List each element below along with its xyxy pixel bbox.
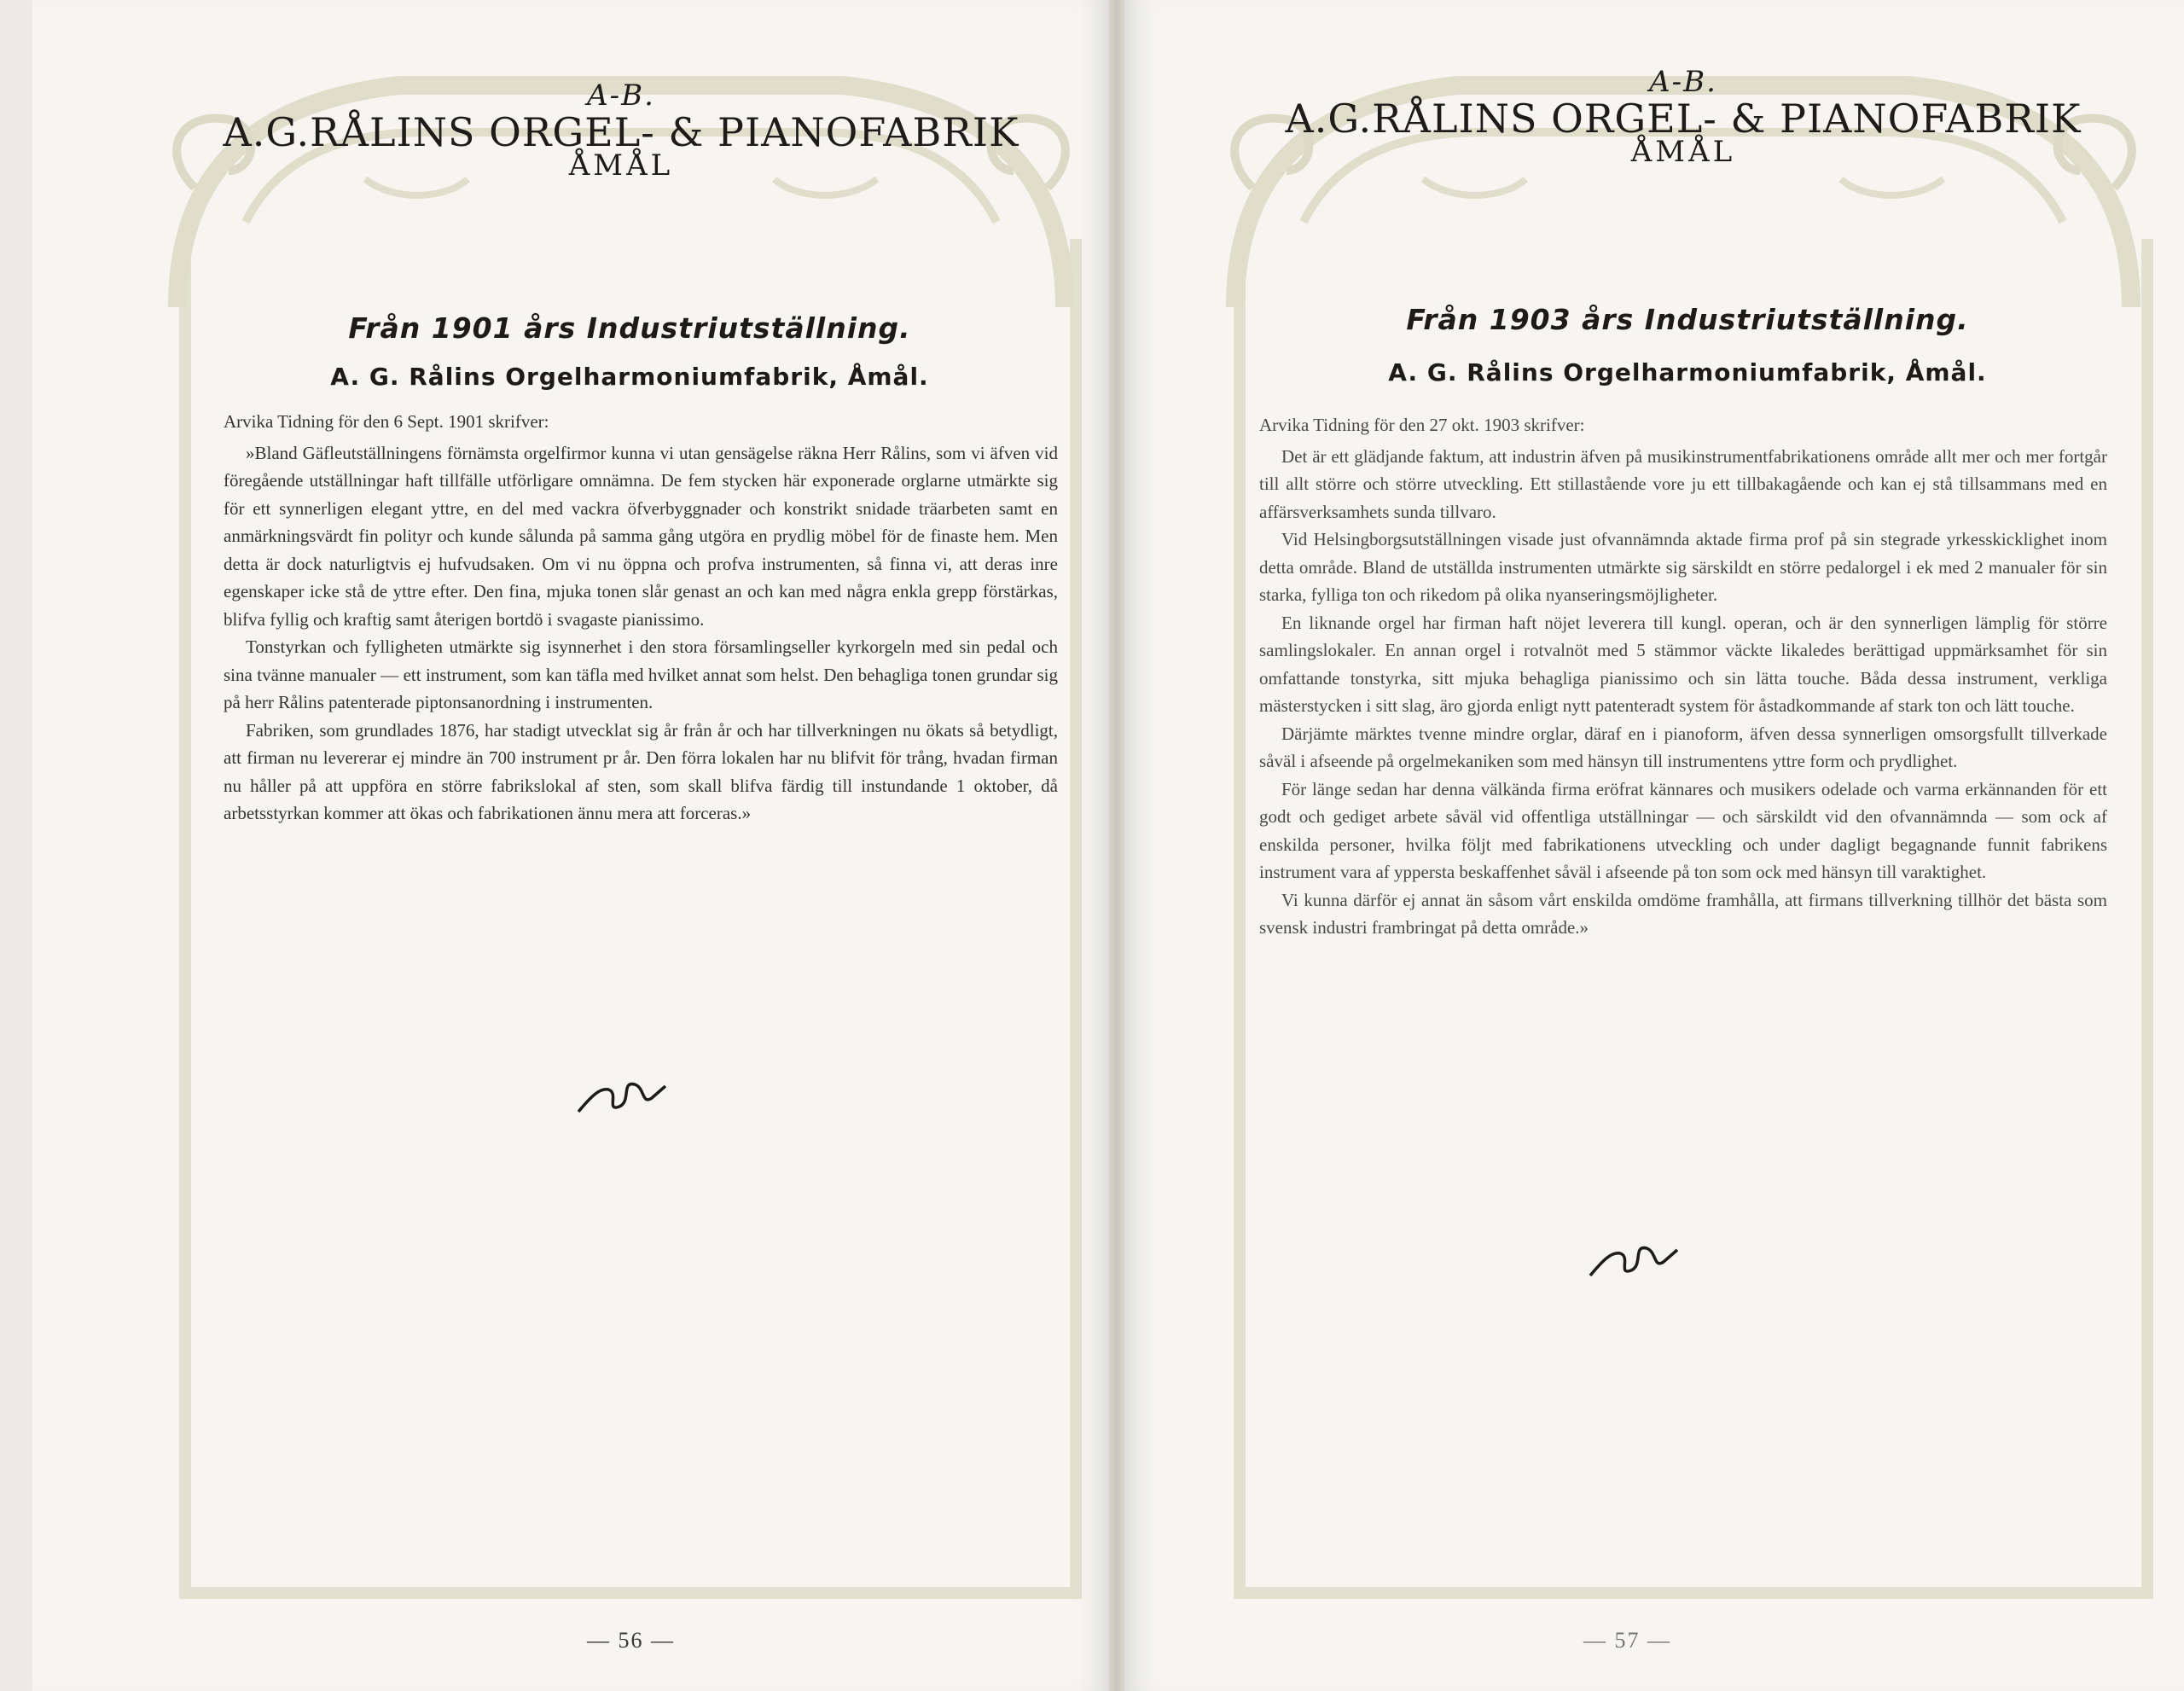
article-intro: Arvika Tidning för den 6 Sept. 1901 skrifver: bbox=[224, 411, 549, 432]
company-masthead bbox=[143, 78, 1099, 183]
flourish-ornament bbox=[570, 1071, 672, 1122]
article-paragraph: Vi kunna därför ej annat än såsom vårt enskilda omdöme framhålla, att firmans tillverkning tillhör det bästa som svensk industri frambringat på detta område.» bbox=[1259, 889, 2107, 938]
article-body bbox=[1259, 411, 2107, 942]
masthead-city: ÅMÅL bbox=[1630, 135, 1736, 169]
masthead-prefix: A-B. bbox=[587, 78, 655, 113]
masthead-company: A.G.RÅLINS ORGEL- & PIANOFABRIK bbox=[223, 109, 1019, 155]
page-number: — 57 — bbox=[1583, 1628, 1671, 1653]
article-paragraph: Fabriken, som grundlades 1876, har stadigt utvecklat sig år från år och har tillverkningen nu ökats så betydligt, att firman nu levererar ej mindre än 700 instrument pr år. Den förra lokalen har nu blifvit för trång, hvadan firman nu håller på att uppföra en större fabrikslokal af sten, som skall blifva färdig till instundande 1 oktober, då arbetsstyrkan kommer att ökas och fabrikationen ännu mera att forceras.» bbox=[224, 719, 1058, 823]
article-subheading: A. G. Rålins Orgelharmoniumfabrik, Åmål. bbox=[330, 363, 929, 391]
article-paragraph: »Bland Gäfleutställningens förnämsta orgelfirmor kunna vi utan gensägelse räkna Herr Rålins, som vi äfven vid föregående utställningar haft tillfälle utförligare omnämna. De fem stycken här exponerade orglarne utmärkte sig för ett synnerligen elegant yttre, en del med vackra öfverbyggnader och konstrikt snidade träarbeten samt en anmärkningsvärdt fin polityr och kunde sålunda på samma gång utgöra en prydlig möbel för de finaste hem. Men detta är dock naturligtvis ej hufvudsaken. Om vi nu öppna och profva instrumenten, så finna vi, att deras inre egenskaper icke stå de yttre efter. Den fina, mjuka tonen slår genast an och kan med några enkla grepp förstärkas, blifva fyllig och kraftig samt återigen bortdö i svagaste pianissimo. bbox=[224, 442, 1058, 630]
article-intro: Arvika Tidning för den 27 okt. 1903 skrifver: bbox=[1259, 415, 1585, 435]
article-heading: Från 1903 års Industriutställning. bbox=[1406, 303, 1969, 336]
right-page bbox=[1124, 0, 2184, 1691]
article-paragraph: En liknande orgel har firman haft nöjet leverera till kungl. operan, och är den synnerligen lämplig för större samlingslokaler. En annan orgel i rotvalnöt med 5 stämmor väckte likaledes berättigad uppmärksamhet för sin omfattande tonstyrka, sitt mjuka behagliga pianissimo och sin lätta touche. Båda dessa instrument, verkliga mästerstycken i sitt slag, äro gjorda enligt nytt patenteradt system för åstadkommande af stark ton och lätt touche. bbox=[1259, 612, 2107, 716]
book-gutter bbox=[1107, 0, 1126, 1691]
article-paragraph: Tonstyrkan och fylligheten utmärkte sig isynnerhet i den stora församlingseller kyrkorgeln med sin pedal och sina tvänne manualer — ett instrument, som kan täfla med hvilket annat som helst. Den behagliga tonen grundar sig på herr Rålins patenterade piptonsanordning i instrumenten. bbox=[224, 636, 1058, 712]
masthead-company: A.G.RÅLINS ORGEL- & PIANOFABRIK bbox=[1285, 96, 2082, 142]
article-paragraph: Vid Helsingborgsutställningen visade just ofvannämnda aktade firma prof på sin stegrade yrkesskicklighet inom detta område. Bland de utställda instrumenten utmärkte sig särskildt en större pedalorgel i ek med 2 manualer för sin starka, fylliga ton och rikedom på olika nyanseringsmöjligheter. bbox=[1259, 529, 2107, 605]
company-masthead bbox=[1201, 65, 2165, 169]
article-heading: Från 1901 års Industriutställning. bbox=[348, 311, 911, 345]
flourish-ornament bbox=[1582, 1235, 1684, 1286]
article-paragraph: Därjämte märktes tvenne mindre orglar, däraf en i pianoform, äfven dessa synnerligen omsorgsfullt tillverkade såväl i afseende på orgelmekaniken som med hänsyn till instrumentens yttre form och prydlighet. bbox=[1259, 723, 2107, 771]
masthead-prefix: A-B. bbox=[1649, 65, 1717, 99]
article-paragraph: För länge sedan har denna välkända firma eröfrat kännares och musikers odelade och varma erkännanden för ett godt och gediget arbete såväl vid offentliga utställningar — och särskildt vid den ofvannämnda — som ock af enskilda personer, hvilka följt med fabrikationens utveckling och under dagligt begagnande funnit fabrikens instrument vara af yppersta beskaffenhet såväl i afseende på ton som ock med hänsyn till varaktighet. bbox=[1259, 778, 2107, 882]
left-page bbox=[32, 0, 1109, 1691]
article-paragraph: Det är ett glädjande faktum, att industrin äfven på musikinstrumentfabrikationens område allt mer och mer fortgår till allt större och större utveckling. Ett stillastående vore ju ett tillbakagående och kan ej stå tillsammans med en affärsverksamhets sunda tillvaro. bbox=[1259, 445, 2107, 522]
article-subheading: A. G. Rålins Orgelharmoniumfabrik, Åmål. bbox=[1388, 358, 1987, 386]
article-body bbox=[224, 408, 1058, 828]
masthead-city: ÅMÅL bbox=[568, 148, 674, 183]
page-number: — 56 — bbox=[587, 1628, 675, 1653]
